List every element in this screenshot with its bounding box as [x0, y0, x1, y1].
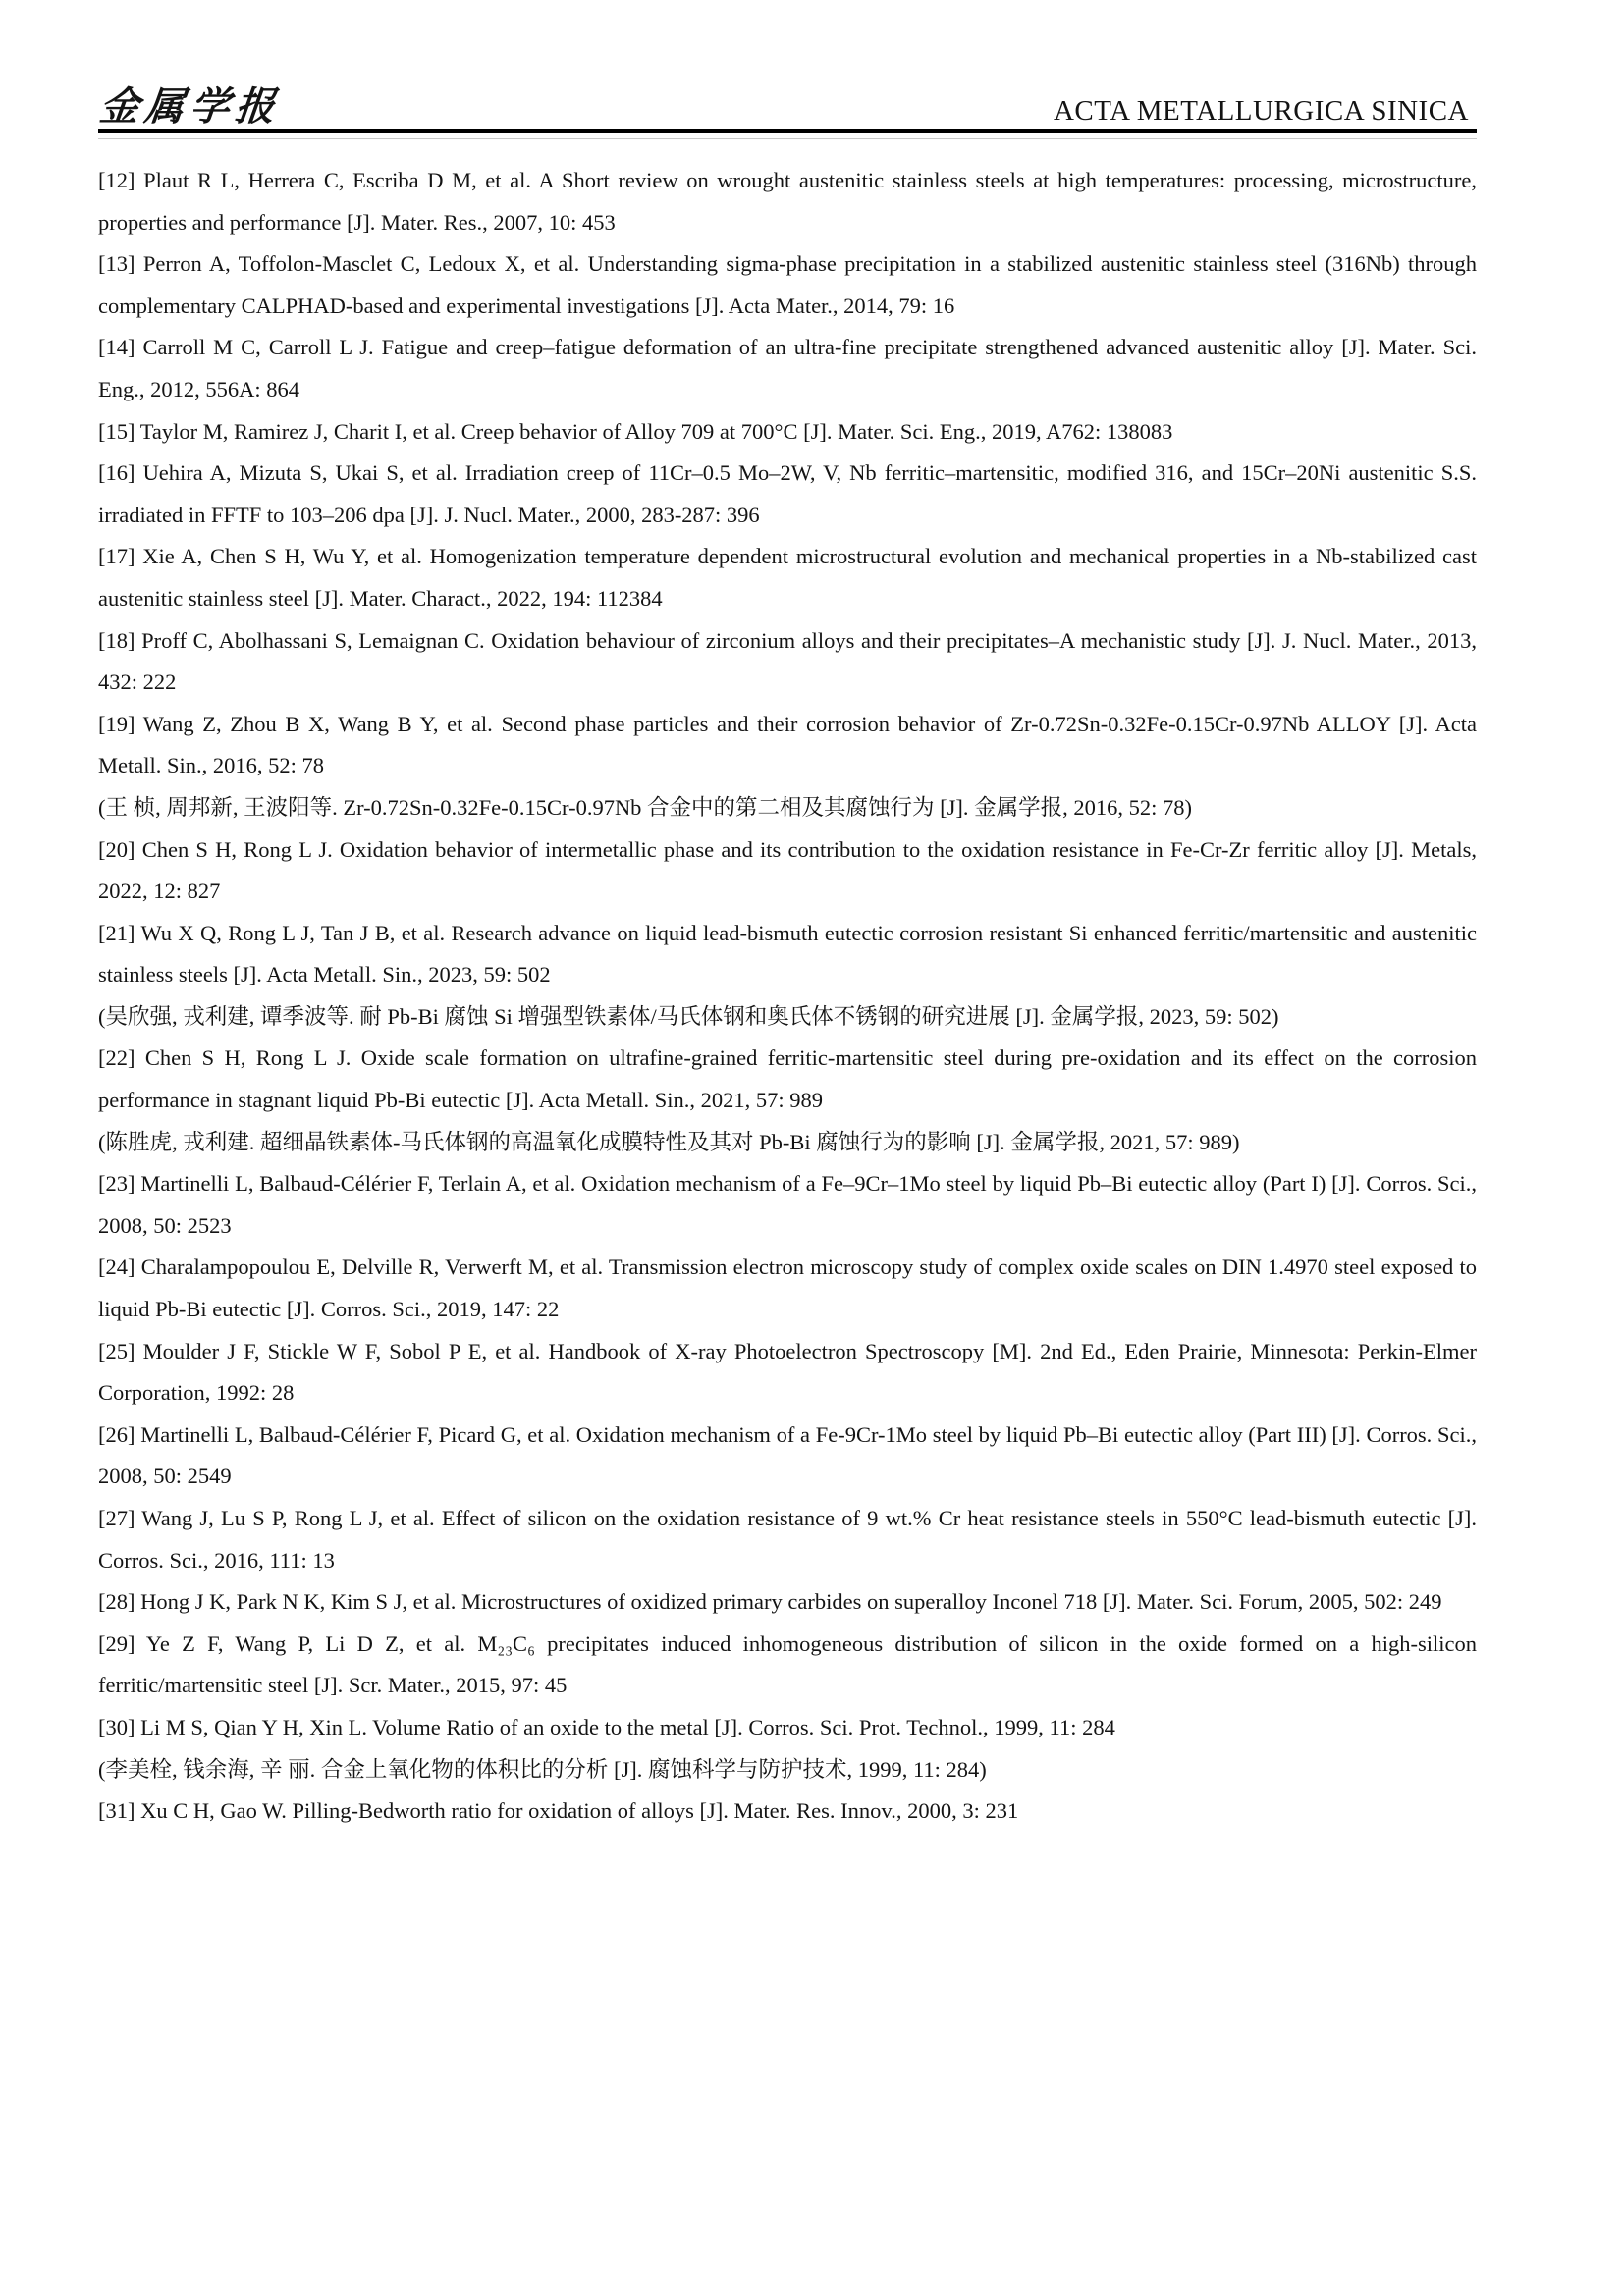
reference-item [98, 913, 1477, 996]
reference-text: Uehira A, Mizuta S, Ukai S, et al. Irradiation creep of 11Cr–0.5 Mo–2W, V, Nb ferritic–martensitic, modified 316, and 15Cr–20Ni austenitic S.S. irradiated in FFTF to 103–206 dpa [J]. J. Nucl. Mater., 2000, 283-287: 396 [98, 460, 1477, 527]
reference-item [98, 1498, 1477, 1581]
reference-text: Chen S H, Rong L J. Oxidation behavior of intermetallic phase and its contribution to the oxidation resistance in Fe-Cr-Zr ferritic alloy [J]. Metals, 2022, 12: 827 [98, 836, 1477, 904]
header-rule [98, 129, 1477, 133]
reference-text: Xie A, Chen S H, Wu Y, et al. Homogenization temperature dependent microstructural evolution and mechanical properties in a Nb-stabilized cast austenitic stainless steel [J]. Mater. Charact., 2022, 194: 112384 [98, 544, 1478, 611]
reference-item [98, 1707, 1477, 1749]
reference-number: [26] [98, 1421, 135, 1447]
reference-item [98, 1624, 1477, 1707]
reference-item [98, 160, 1477, 243]
reference-number: [19] [98, 711, 135, 736]
reference-item [98, 704, 1477, 787]
reference-item [98, 1415, 1477, 1498]
reference-text: Moulder J F, Stickle W F, Sobol P E, et al. Handbook of X-ray Photoelectron Spectroscopy [M]. 2nd Ed., Eden Prairie, Minnesota: Perkin-Elmer Corporation, 1992: 28 [98, 1338, 1478, 1406]
reference-item [98, 327, 1477, 410]
reference-text: Carroll M C, Carroll L J. Fatigue and creep–fatigue deformation of an ultra-fine precipitate strengthened advanced austenitic alloy [J]. Mater. Sci. Eng., 2012, 556A: 864 [98, 335, 1477, 401]
reference-number: [27] [98, 1506, 135, 1530]
reference-item [98, 411, 1477, 454]
reference-translation-cn: (王 桢, 周邦新, 王波阳等. Zr-0.72Sn-0.32Fe-0.15Cr-0.97Nb 合金中的第二相及其腐蚀行为 [J]. 金属学报, 2016, 52: 78) [98, 794, 1193, 820]
reference-number: [30] [98, 1714, 135, 1739]
reference-item [98, 1581, 1477, 1624]
reference-text: Chen S H, Rong L J. Oxide scale formation on ultrafine-grained ferritic-martensitic steel during pre-oxidation and its effect on the corrosion performance in stagnant liquid Pb-Bi eutectic [J]. Acta Metall. Sin., 2021, 57: 989 [98, 1045, 1477, 1113]
reference-item [98, 1790, 1477, 1833]
reference-item [98, 829, 1477, 913]
reference-item [98, 1163, 1477, 1247]
reference-translation-cn: (李美栓, 钱余海, 辛 丽. 合金上氧化物的体积比的分析 [J]. 腐蚀科学与防护技术, 1999, 11: 284) [98, 1756, 987, 1782]
reference-translation-cn: (陈胜虎, 戎利建. 超细晶铁素体-马氏体钢的高温氧化成膜特性及其对 Pb-Bi 腐蚀行为的影响 [J]. 金属学报, 2021, 57: 989) [98, 1129, 1240, 1154]
reference-number: [12] [98, 168, 135, 192]
reference-item [98, 453, 1477, 536]
reference-item [98, 1247, 1477, 1330]
reference-text: Martinelli L, Balbaud-Célérier F, Picard G, et al. Oxidation mechanism of a Fe-9Cr-1Mo steel by liquid Pb–Bi eutectic alloy (Part III) [J]. Corros. Sci., 2008, 50: 2549 [98, 1421, 1478, 1489]
reference-text: Taylor M, Ramirez J, Charit I, et al. Creep behavior of Alloy 709 at 700°C [J]. Mater. Sci. Eng., 2019, A762: 138083 [139, 418, 1173, 444]
reference-number: [16] [98, 460, 135, 486]
reference-number: [25] [98, 1338, 135, 1363]
reference-number: [31] [98, 1798, 135, 1824]
reference-text: Ye Z F, Wang P, Li D Z, et al. M₂₃C₆ precipitates induced inhomogeneous distribution of silicon in the oxide formed on a high-silicon ferritic/martensitic steel [J]. Scr. Mater., 2015, 97: 45 [98, 1630, 1477, 1698]
reference-number: [28] [98, 1589, 135, 1615]
reference-item [98, 243, 1477, 327]
reference-text: Wu X Q, Rong L J, Tan J B, et al. Research advance on liquid lead-bismuth eutectic corrosion resistant Si enhanced ferritic/martensitic and austenitic stainless steels [J]. Acta Metall. Sin., 2023, 59: 502 [98, 920, 1478, 988]
reference-item [98, 1038, 1477, 1121]
reference-number: [29] [98, 1630, 135, 1656]
references-list [98, 160, 1477, 1833]
reference-number: [21] [98, 920, 135, 945]
reference-text: Hong J K, Park N K, Kim S J, et al. Microstructures of oxidized primary carbides on superalloy Inconel 718 [J]. Mater. Sci. Forum, 2005, 502: 249 [140, 1589, 1442, 1615]
reference-number: [15] [98, 418, 135, 444]
reference-number: [17] [98, 544, 135, 569]
reference-number: [18] [98, 627, 135, 653]
reference-item [98, 536, 1477, 619]
reference-number: [23] [98, 1171, 135, 1197]
reference-translation-cn: (吴欣强, 戎利建, 谭季波等. 耐 Pb-Bi 腐蚀 Si 增强型铁素体/马氏体钢和奥氏体不锈钢的研究进展 [J]. 金属学报, 2023, 59: 502) [98, 1003, 1279, 1029]
reference-number: [20] [98, 836, 135, 862]
reference-text: Martinelli L, Balbaud-Célérier F, Terlain A, et al. Oxidation mechanism of a Fe–9Cr–1Mo steel by liquid Pb–Bi eutectic alloy (Part I) [J]. Corros. Sci., 2008, 50: 2523 [98, 1171, 1478, 1238]
page-header [98, 69, 1477, 128]
reference-number: [14] [98, 335, 135, 360]
reference-number: [13] [98, 251, 135, 277]
journal-logo: 金属学报 [97, 84, 284, 129]
reference-item [98, 1331, 1477, 1415]
reference-text: Perron A, Toffolon-Masclet C, Ledoux X, et al. Understanding sigma-phase precipitation in a stabilized austenitic stainless steel (316Nb) through complementary CALPHAD-based and experimental investigations [J]. Acta Mater., 2014, 79: 16 [98, 251, 1477, 318]
reference-text: Wang Z, Zhou B X, Wang B Y, et al. Second phase particles and their corrosion behavior of Zr-0.72Sn-0.32Fe-0.15Cr-0.97Nb ALLOY [J]. Acta Metall. Sin., 2016, 52: 78 [98, 711, 1478, 778]
reference-item [98, 620, 1477, 704]
journal-title: ACTA METALLURGICA SINICA [1053, 95, 1469, 127]
reference-text: Xu C H, Gao W. Pilling-Bedworth ratio for oxidation of alloys [J]. Mater. Res. Innov., 2000, 3: 231 [140, 1798, 1019, 1824]
reference-number: [24] [98, 1255, 135, 1280]
reference-text: Proff C, Abolhassani S, Lemaignan C. Oxidation behaviour of zirconium alloys and their precipitates–A mechanistic study [J]. J. Nucl. Mater., 2013, 432: 222 [98, 627, 1477, 695]
reference-text: Charalampopoulou E, Delville R, Verwerft M, et al. Transmission electron microscopy study of complex oxide scales on DIN 1.4970 steel exposed to liquid Pb-Bi eutectic [J]. Corros. Sci., 2019, 147: 22 [98, 1255, 1478, 1322]
reference-number: [22] [98, 1045, 135, 1071]
reference-text: Li M S, Qian Y H, Xin L. Volume Ratio of an oxide to the metal [J]. Corros. Sci. Prot. Technol., 1999, 11: 284 [140, 1714, 1115, 1739]
reference-text: Plaut R L, Herrera C, Escriba D M, et al. A Short review on wrought austenitic stainless steels at high temperatures: processing, microstructure, properties and performance [J]. Mater. Res., 2007, 10: 453 [98, 168, 1478, 235]
reference-text: Wang J, Lu S P, Rong L J, et al. Effect of silicon on the oxidation resistance of 9 wt.% Cr heat resistance steels in 550°C lead-bismuth eutectic [J]. Corros. Sci., 2016, 111: 13 [98, 1506, 1477, 1573]
